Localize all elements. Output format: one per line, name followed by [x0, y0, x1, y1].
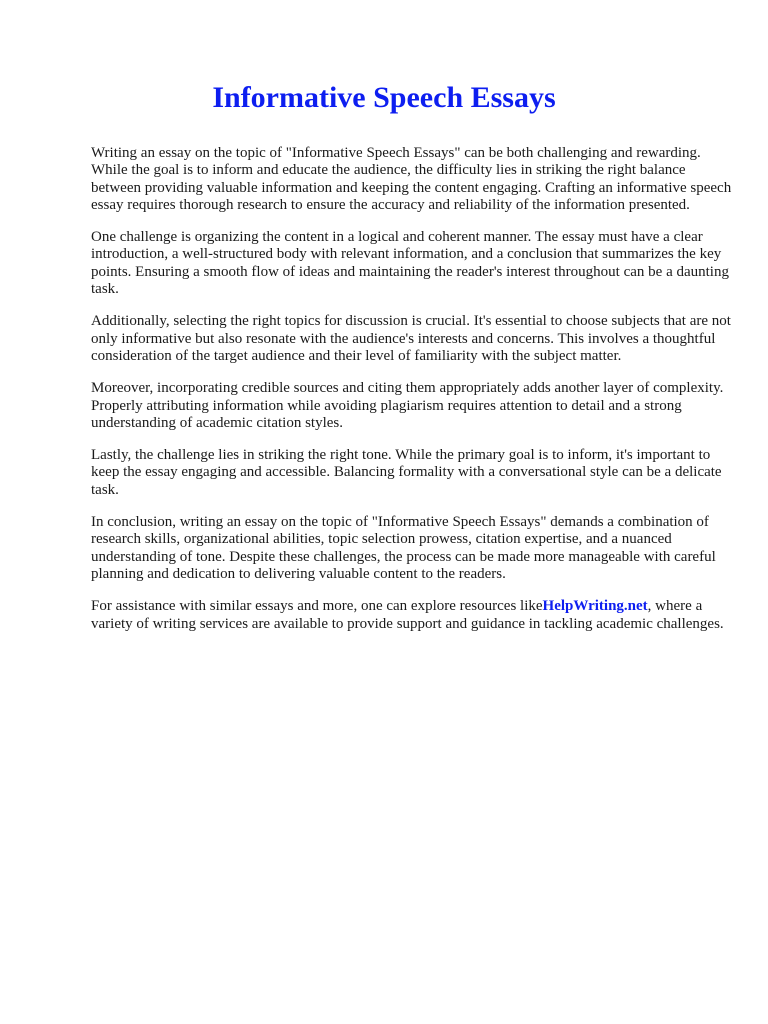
- paragraph-7-lead: For assistance with similar essays and more, one can explore resources like: [91, 598, 543, 615]
- document-body: [91, 145, 736, 648]
- paragraph-3: Additionally, selecting the right topics for discussion is crucial. It's essential to choose subjects that are not only informative but also resonate with the audience's interests and concerns. This involves a thoughtful consideration of the target audience and their level of familiarity with the subject matter.: [91, 313, 731, 364]
- document-title: Informative Speech Essays: [212, 81, 556, 114]
- paragraph-7: [91, 598, 736, 633]
- paragraph-5: Lastly, the challenge lies in striking the right tone. While the primary goal is to inform, it's important to keep the essay engaging and accessible. Balancing formality with a conversational style can be a delicate task.: [91, 447, 722, 498]
- paragraph-2: One challenge is organizing the content in a logical and coherent manner. The essay must have a clear introduction, a well-structured body with relevant information, and a conclusion that summarizes the key points. Ensuring a smooth flow of ideas and maintaining the reader's interest throughout can be a daunting task.: [91, 229, 729, 298]
- paragraph-6: In conclusion, writing an essay on the topic of "Informative Speech Essays" demands a combination of research skills, organizational abilities, topic selection prowess, citation expertise, and a nuanced understanding of tone. Despite these challenges, the process can be made more manageable with careful planning and dedication to delivering valuable content to the readers.: [91, 514, 716, 582]
- helpwriting-link[interactable]: HelpWriting.net: [542, 598, 648, 615]
- paragraph-1: Writing an essay on the topic of "Informative Speech Essays" can be both challenging and rewarding. While the goal is to inform and educate the audience, the difficulty lies in striking the right balance between providing valuable information and keeping the content engaging. Crafting an informative speech essay requires thorough research to ensure the accuracy and reliability of the information presented.: [91, 145, 732, 213]
- paragraph-7-tail: , where a variety of writing services are available to provide support and guidance in tackling academic challenges.: [91, 598, 724, 632]
- paragraph-4: Moreover, incorporating credible sources and citing them appropriately adds another layer of complexity. Properly attributing information while avoiding plagiarism requires attention to detail and a strong understanding of academic citation styles.: [91, 380, 724, 431]
